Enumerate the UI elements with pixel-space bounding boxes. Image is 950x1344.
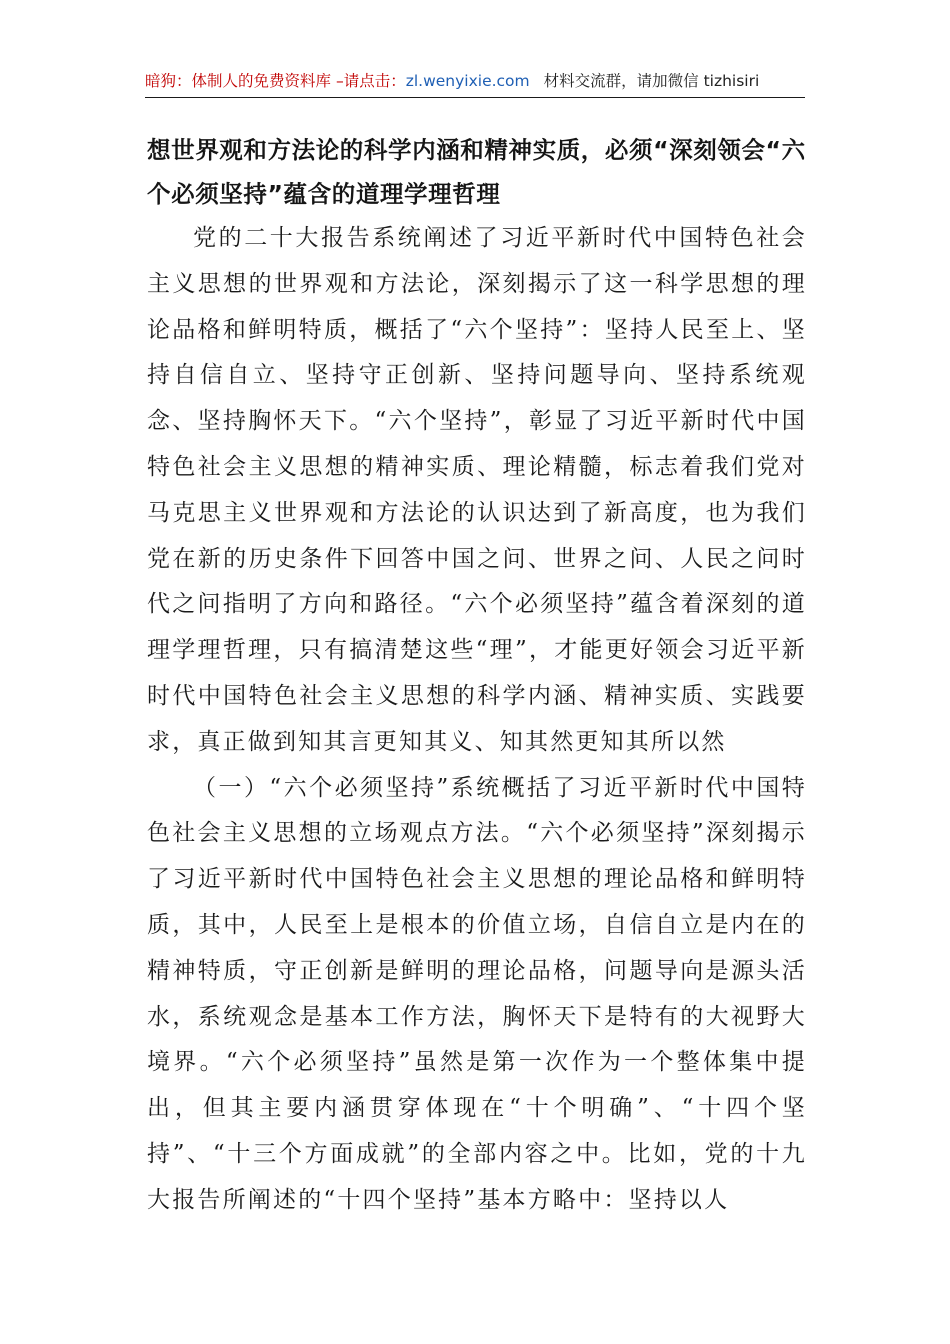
page-header: [145, 66, 805, 96]
header-url-link[interactable]: zl.wenyixie.com: [405, 72, 530, 90]
body-paragraph-1: 党的二十大报告系统阐述了习近平新时代中国特色社会主义思想的世界观和方法论，深刻揭示了这一科学思想的理论品格和鲜明特质，概括了“六个坚持”：坚持人民至上、坚持自信自立、坚持守正创新、坚持问题导向、坚持系统观念、坚持胸怀天下。“六个坚持”，彰显了习近平新时代中国特色社会主义思想的精神实质、理论精髓，标志着我们党对马克思主义世界观和方法论的认识达到了新高度，也为我们党在新的历史条件下回答中国之问、世界之问、人民之问时代之问指明了方向和路径。“六个必须坚持”蕴含着深刻的道理学理哲理，只有搞清楚这些“理”，才能更好领会习近平新时代中国特色社会主义思想的科学内涵、精神实质、实践要求，真正做到知其言更知其义、知其然更知其所以然: [147, 225, 807, 755]
document-body: [147, 128, 807, 1224]
header-prompt-text: –请点击：: [331, 72, 406, 90]
header-contact-text: 材料交流群，请加微信 tizhisiri: [543, 72, 760, 90]
section-heading: 想世界观和方法论的科学内涵和精神实质，必须“深刻领会“六个必须坚持”蕴含的道理学理哲理: [147, 136, 806, 208]
header-brand-text: 暗狗：体制人的免费资料库: [145, 72, 332, 90]
body-paragraph-2: （一）“六个必须坚持”系统概括了习近平新时代中国特色社会主义思想的立场观点方法。“六个必须坚持”深刻揭示了习近平新时代中国特色社会主义思想的理论品格和鲜明特质，其中，人民至上是根本的价值立场，自信自立是内在的精神特质，守正创新是鲜明的理论品格，问题导向是源头活水，系统观念是基本工作方法，胸怀天下是特有的大视野大境界。“六个必须坚持”虽然是第一次作为一个整体集中提出，但其主要内涵贯穿体现在“十个明确”、“十四个坚持”、“十三个方面成就”的全部内容之中。比如，党的十九大报告所阐述的“十四个坚持”基本方略中：坚持以人: [147, 774, 807, 1213]
header-divider: [145, 97, 805, 98]
